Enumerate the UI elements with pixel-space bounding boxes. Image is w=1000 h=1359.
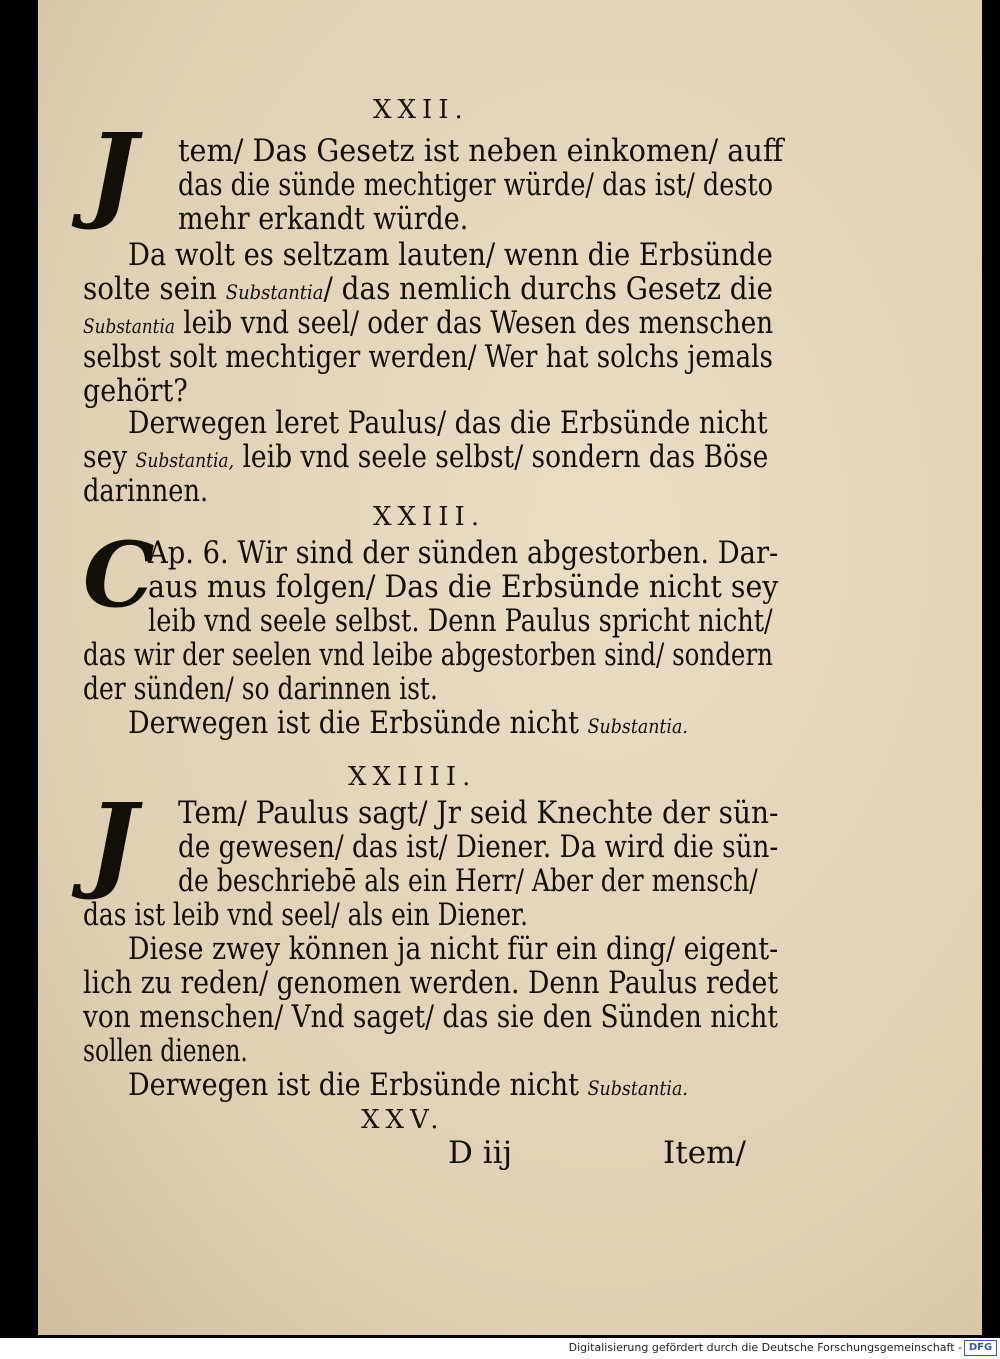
text-line <box>83 339 773 375</box>
latin-term: Substantia <box>83 314 175 338</box>
text-line <box>148 569 779 605</box>
section-numeral-22: XXII. <box>373 95 469 125</box>
text-line <box>178 795 779 831</box>
dfg-logo: DFG <box>964 1340 997 1356</box>
line-text: leib vnd seel/ oder das Wesen des menschen <box>174 305 774 341</box>
line-text: das ist leib vnd seel/ als ein Diener. <box>83 897 529 933</box>
line-text: solte sein <box>83 271 226 307</box>
line-text: selbst solt mechtiger werden/ Wer hat solchs jemals <box>83 339 773 375</box>
text-line <box>83 1033 248 1069</box>
decorated-initial-22: J <box>88 110 138 233</box>
line-text: Tem/ Paulus sagt/ Jr seid Knechte der sün- <box>178 795 779 831</box>
section-numeral-23: XXIII. <box>373 502 486 532</box>
line-text: Da wolt es seltzam lauten/ wenn die Erbsünde <box>128 237 773 273</box>
line-text: mehr erkandt würde. <box>178 201 469 237</box>
line-text: das wir der seelen vnd leibe abgestorben sind/ sondern <box>83 637 773 673</box>
line-text: Derwegen ist die Erbsünde nicht <box>128 1067 588 1103</box>
text-line <box>128 705 688 741</box>
text-line <box>178 167 773 203</box>
text-line <box>83 373 188 409</box>
line-text: sollen dienen. <box>83 1033 248 1069</box>
latin-term: Substantia. <box>587 1076 688 1100</box>
text-line <box>83 305 774 341</box>
text-line <box>128 405 768 441</box>
line-text: aus mus folgen/ Das die Erbsünde nicht sey <box>148 569 779 605</box>
book-page <box>38 0 982 1335</box>
text-line <box>128 931 779 967</box>
text-line <box>83 897 529 933</box>
line-text: leib vnd seele selbst/ sondern das Böse <box>234 439 769 475</box>
line-text: Derwegen ist die Erbsünde nicht <box>128 705 588 741</box>
line-text: de beschriebē als ein Herr/ Aber der mensch/ <box>178 863 758 899</box>
text-line <box>128 237 773 273</box>
latin-term: Substantia. <box>587 714 688 738</box>
latin-term: Substantia <box>225 280 324 304</box>
line-text: Diese zwey können ja nicht für ein ding/ eigent- <box>128 931 779 967</box>
text-line <box>83 999 778 1035</box>
decorated-initial-24: J <box>88 780 138 903</box>
line-text: tem/ Das Gesetz ist neben einkomen/ auff <box>178 133 784 169</box>
text-line <box>128 1067 688 1103</box>
text-line <box>83 473 209 509</box>
line-text: Derwegen leret Paulus/ das die Erbsünde nicht <box>128 405 768 441</box>
line-text: / das nemlich durchs Gesetz die <box>323 271 773 307</box>
text-line <box>83 671 438 707</box>
decorated-initial-23: C <box>83 522 155 628</box>
signature-mark: D iij <box>448 1135 513 1171</box>
latin-term: Substantia, <box>135 448 235 472</box>
text-line <box>178 133 784 169</box>
text-line <box>148 535 779 571</box>
text-line <box>83 439 769 475</box>
line-text: gehört? <box>83 373 188 409</box>
section-numeral-25: XXV. <box>361 1105 445 1135</box>
text-line <box>178 863 758 899</box>
text-line <box>148 603 773 639</box>
section-numeral-24: XXIIII. <box>348 762 477 792</box>
line-text: lich zu reden/ genomen werden. Denn Paulus redet <box>83 965 779 1001</box>
text-line <box>83 965 779 1001</box>
footer-credit: Digitalisierung gefördert durch die Deutsche Forschungsgemeinschaft - <box>568 1341 962 1354</box>
catchword: Item/ <box>663 1135 746 1171</box>
line-text: sey <box>83 439 136 475</box>
line-text: von menschen/ Vnd saget/ das sie den Sünden nicht <box>83 999 778 1035</box>
line-text: darinnen. <box>83 473 209 509</box>
line-text: Ap. 6. Wir sind der sünden abgestorben. Dar- <box>148 535 779 571</box>
text-line <box>178 201 469 237</box>
line-text: de gewesen/ das ist/ Diener. Da wird die sün- <box>178 829 779 865</box>
line-text: leib vnd seele selbst. Denn Paulus spricht nicht/ <box>148 603 773 639</box>
digitization-footer <box>0 1338 1000 1359</box>
text-line <box>83 271 773 307</box>
line-text: das die sünde mechtiger würde/ das ist/ desto <box>178 167 773 203</box>
text-line <box>178 829 779 865</box>
text-line <box>83 637 773 673</box>
line-text: der sünden/ so darinnen ist. <box>83 671 438 707</box>
